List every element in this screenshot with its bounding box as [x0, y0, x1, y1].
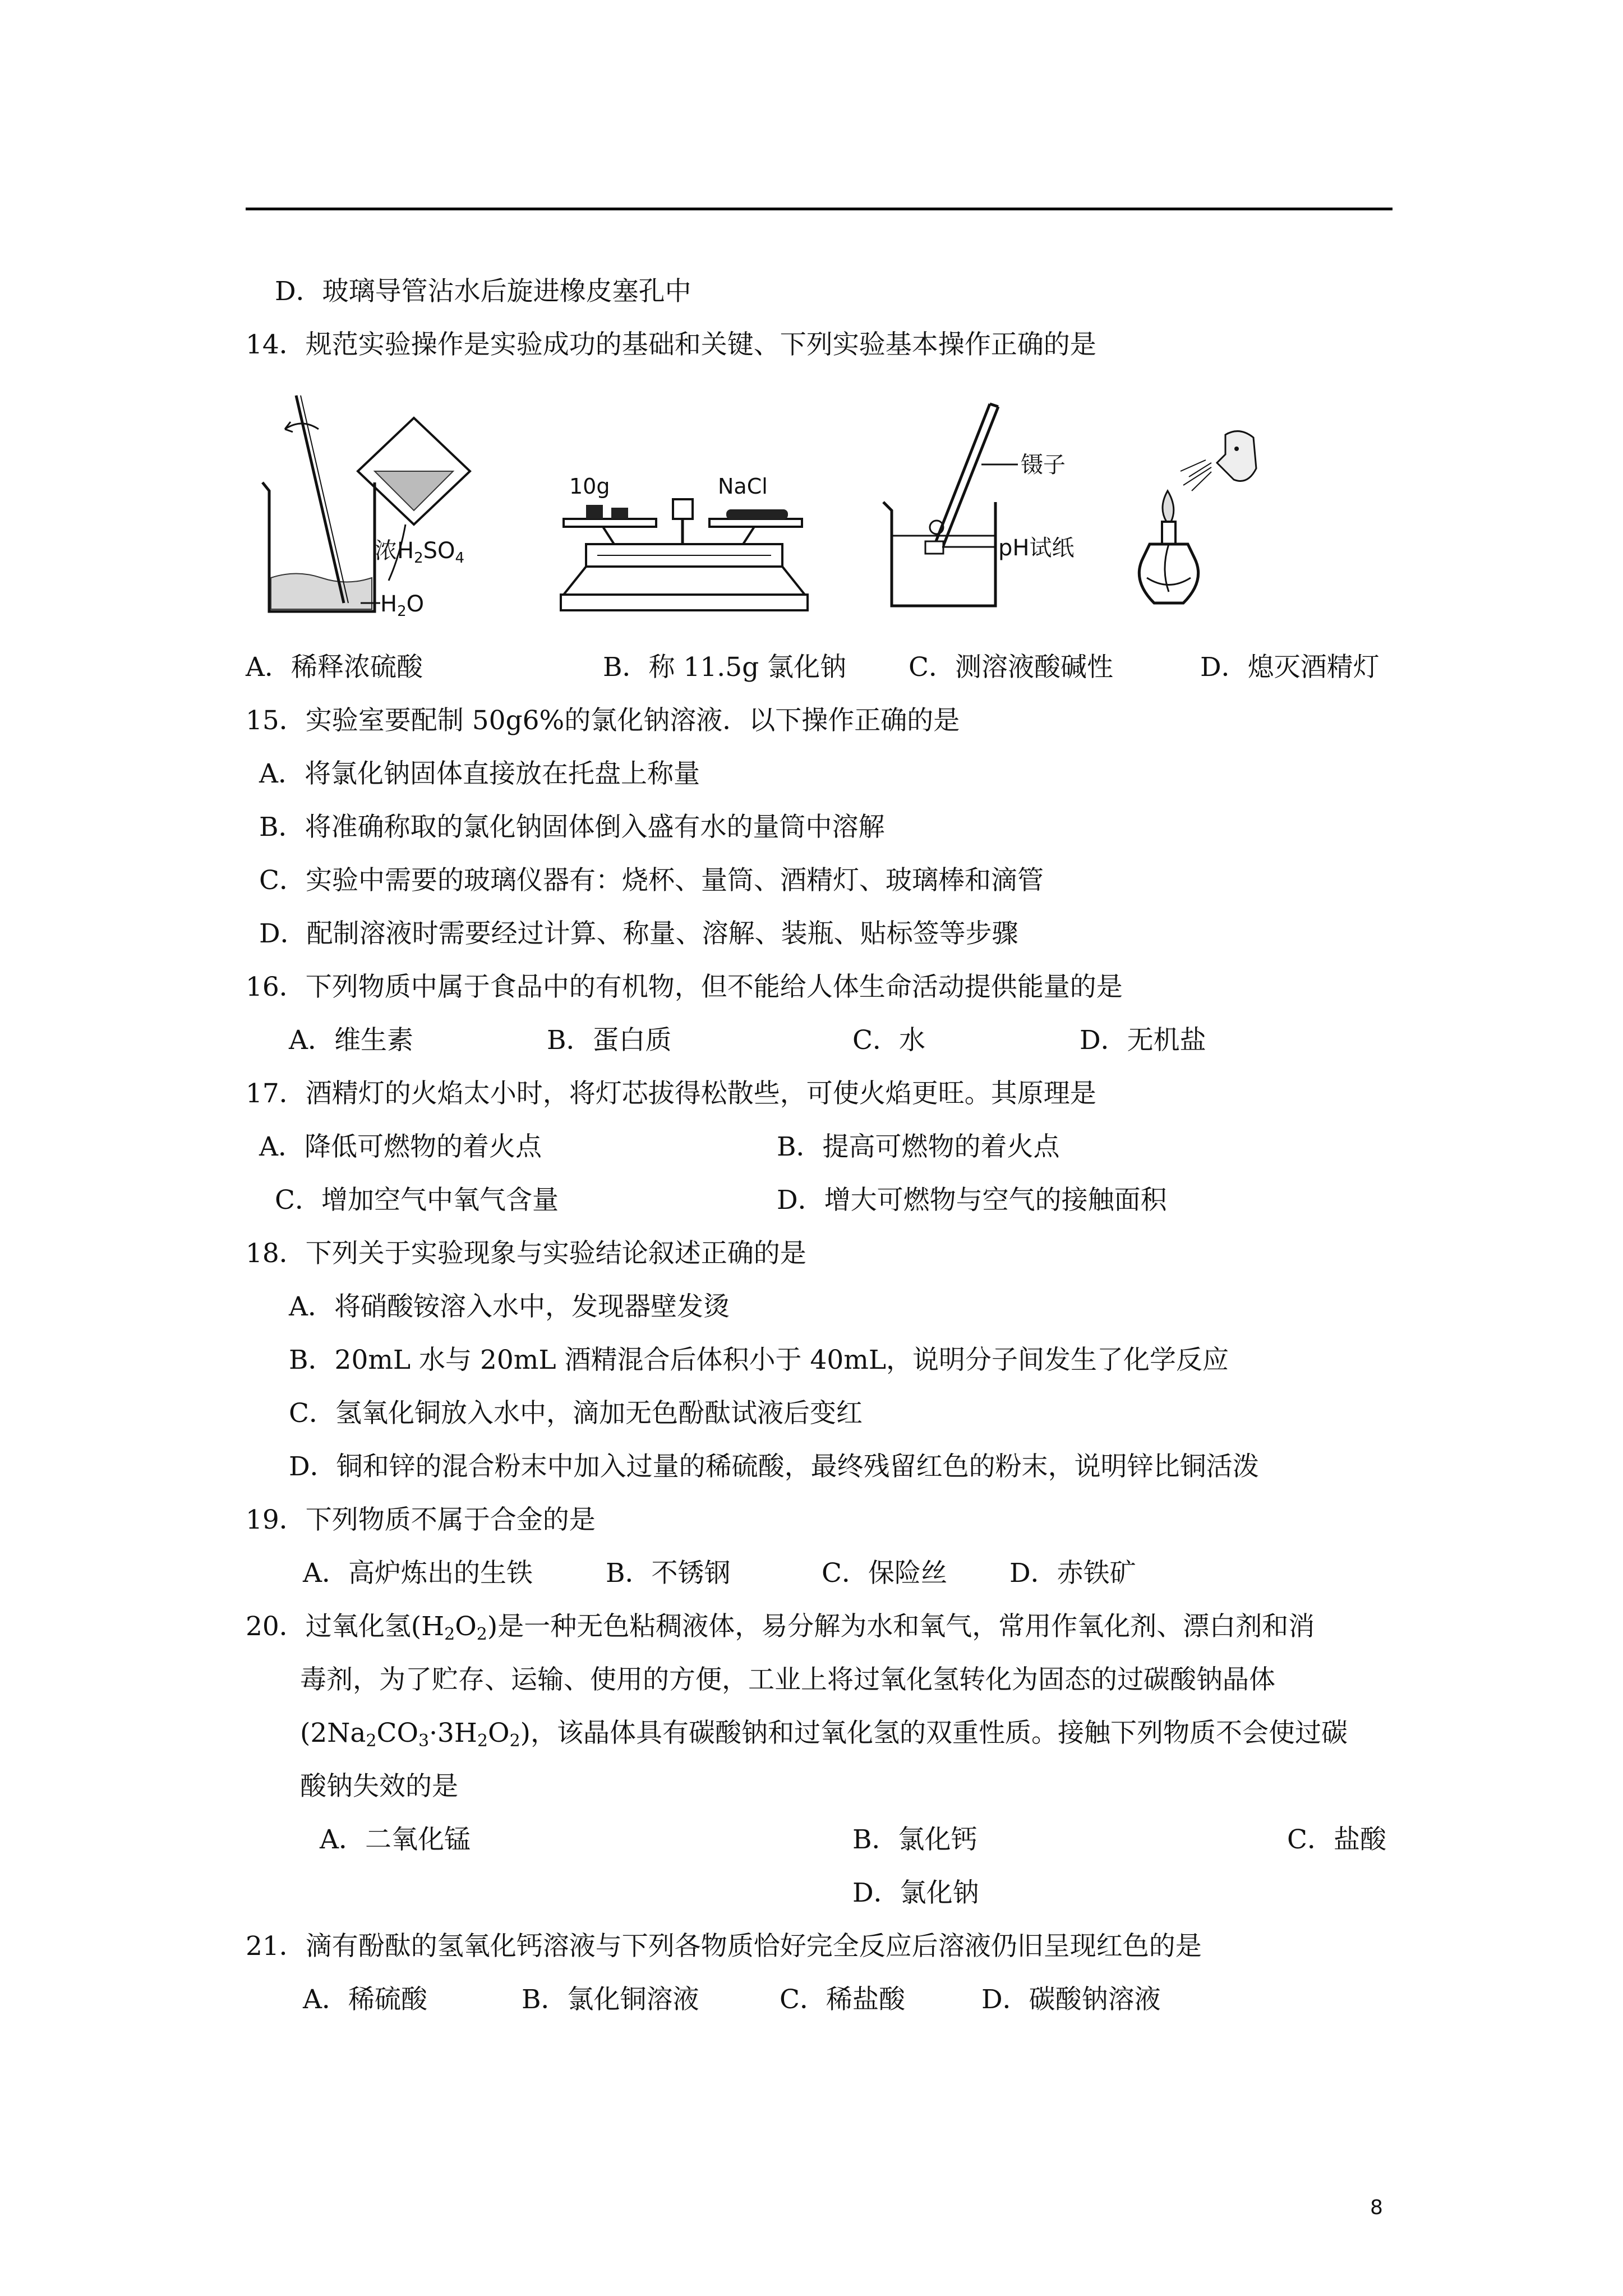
q20-option-d: D．氯化钠 — [852, 1878, 979, 1908]
q21-option-c: C．稀盐酸 — [780, 1984, 905, 2015]
q18-option-c: C．氢氧化铜放入水中，滴加无色酚酞试液后变红 — [289, 1398, 863, 1429]
q21-stem: 21．滴有酚酞的氢氧化钙溶液与下列各物质恰好完全反应后溶液仍旧呈现红色的是 — [246, 1931, 1202, 1962]
q19-option-d: D．赤铁矿 — [1009, 1558, 1136, 1589]
q21-option-d: D．碳酸钠溶液 — [981, 1984, 1161, 2015]
q19-stem: 19．下列物质不属于合金的是 — [246, 1504, 596, 1535]
q20-stem-line-2: 毒剂，为了贮存、运输、使用的方便，工业上将过氧化氢转化为固态的过碳酸钠晶体 — [300, 1664, 1275, 1695]
q20-stem-line-1: 20．过氧化氢$(H_2O_2)$是一种无色粘稠液体，易分解为水和氧气，常用作氧化剂、漂白剂和消 — [246, 1611, 1315, 1644]
q20-option-a: A．二氧化锰 — [320, 1824, 471, 1855]
q16-option-a: A．维生素 — [289, 1025, 413, 1056]
q14-stem: 14．规范实验操作是实验成功的基础和关键、下列实验基本操作正确的是 — [246, 329, 1096, 360]
q14-figure-alcohol-lamp — [1127, 424, 1267, 617]
q15-option-b: B．将准确称取的氯化钠固体倒入盛有水的量筒中溶解 — [259, 812, 885, 843]
page-number: 8 — [1370, 2196, 1383, 2219]
conc-acid-label: 浓$H_2SO_4$ — [375, 538, 465, 567]
q21-option-b: B．氯化铜溶液 — [522, 1984, 699, 2015]
q16-stem: 16．下列物质中属于食品中的有机物，但不能给人体生命活动提供能量的是 — [246, 972, 1123, 1002]
q20-stem-line-4: 酸钠失效的是 — [300, 1771, 458, 1802]
h2o-label: $H_2O$ — [380, 591, 425, 620]
q20-stem-line-3: $(2Na_2CO_3\cdot 3H_2O_2)$，该晶体具有碳酸钠和过氧化氢的双重性质。接触下列物质不会使过碳 — [300, 1718, 1348, 1751]
q19-option-b: B．不锈钢 — [606, 1558, 731, 1589]
q13-option-d: D．玻璃导管沾水后旋进橡皮塞孔中 — [275, 276, 691, 307]
nacl-label: NaCl — [718, 474, 768, 499]
q15-stem: 15．实验室要配制 50g6%的氯化钠溶液．以下操作正确的是 — [246, 705, 960, 736]
q18-option-a: A．将硝酸铵溶入水中，发现器壁发烫 — [289, 1291, 730, 1322]
q17-option-d: D．增大可燃物与空气的接触面积 — [777, 1185, 1167, 1216]
q14-option-a: A．稀释浓硫酸 — [246, 652, 423, 683]
q14-figure-dilute-acid — [246, 387, 492, 623]
q17-stem: 17．酒精灯的火焰太小时，将灯芯拔得松散些，可使火焰更旺。其原理是 — [246, 1078, 1096, 1109]
q14-option-d: D．熄灭酒精灯 — [1200, 652, 1380, 683]
q14-option-c: C．测溶液酸碱性 — [909, 652, 1113, 683]
q21-option-a: A．稀硫酸 — [303, 1984, 427, 2015]
q19-option-a: A．高炉炼出的生铁 — [303, 1558, 533, 1589]
q15-option-a: A．将氯化钠固体直接放在托盘上称量 — [259, 758, 700, 789]
q15-option-d: D．配制溶液时需要经过计算、称量、溶解、装瓶、贴标签等步骤 — [259, 918, 1018, 949]
q20-option-c: C．盐酸 — [1287, 1824, 1386, 1855]
q17-option-b: B．提高可燃物的着火点 — [777, 1131, 1060, 1162]
weight-label: 10g — [569, 474, 610, 499]
ph-paper-label: pH试纸 — [998, 535, 1075, 561]
q16-option-b: B．蛋白质 — [547, 1025, 672, 1056]
q14-figure-ph-test — [880, 398, 1122, 617]
q20-option-b: B．氯化钙 — [852, 1824, 978, 1855]
tweezers-label: 镊子 — [1021, 452, 1066, 478]
q17-option-c: C．增加空气中氧气含量 — [275, 1185, 559, 1216]
q17-option-a: A．降低可燃物的着火点 — [259, 1131, 542, 1162]
q14-option-b: B．称 11.5g 氯化钠 — [603, 652, 847, 683]
q18-option-b: B．20mL 水与 20mL 酒精混合后体积小于 40mL，说明分子间发生了化学反应 — [289, 1345, 1229, 1375]
q14-figure-balance — [552, 466, 822, 617]
q18-stem: 18．下列关于实验现象与实验结论叙述正确的是 — [246, 1238, 806, 1269]
q18-option-d: D．铜和锌的混合粉末中加入过量的稀硫酸，最终残留红色的粉末，说明锌比铜活泼 — [289, 1451, 1259, 1482]
header-rule — [246, 208, 1393, 210]
q16-option-c: C．水 — [852, 1025, 925, 1056]
q19-option-c: C．保险丝 — [822, 1558, 947, 1589]
q15-option-c: C．实验中需要的玻璃仪器有：烧杯、量筒、酒精灯、玻璃棒和滴管 — [259, 865, 1044, 896]
q16-option-d: D．无机盐 — [1080, 1025, 1206, 1056]
